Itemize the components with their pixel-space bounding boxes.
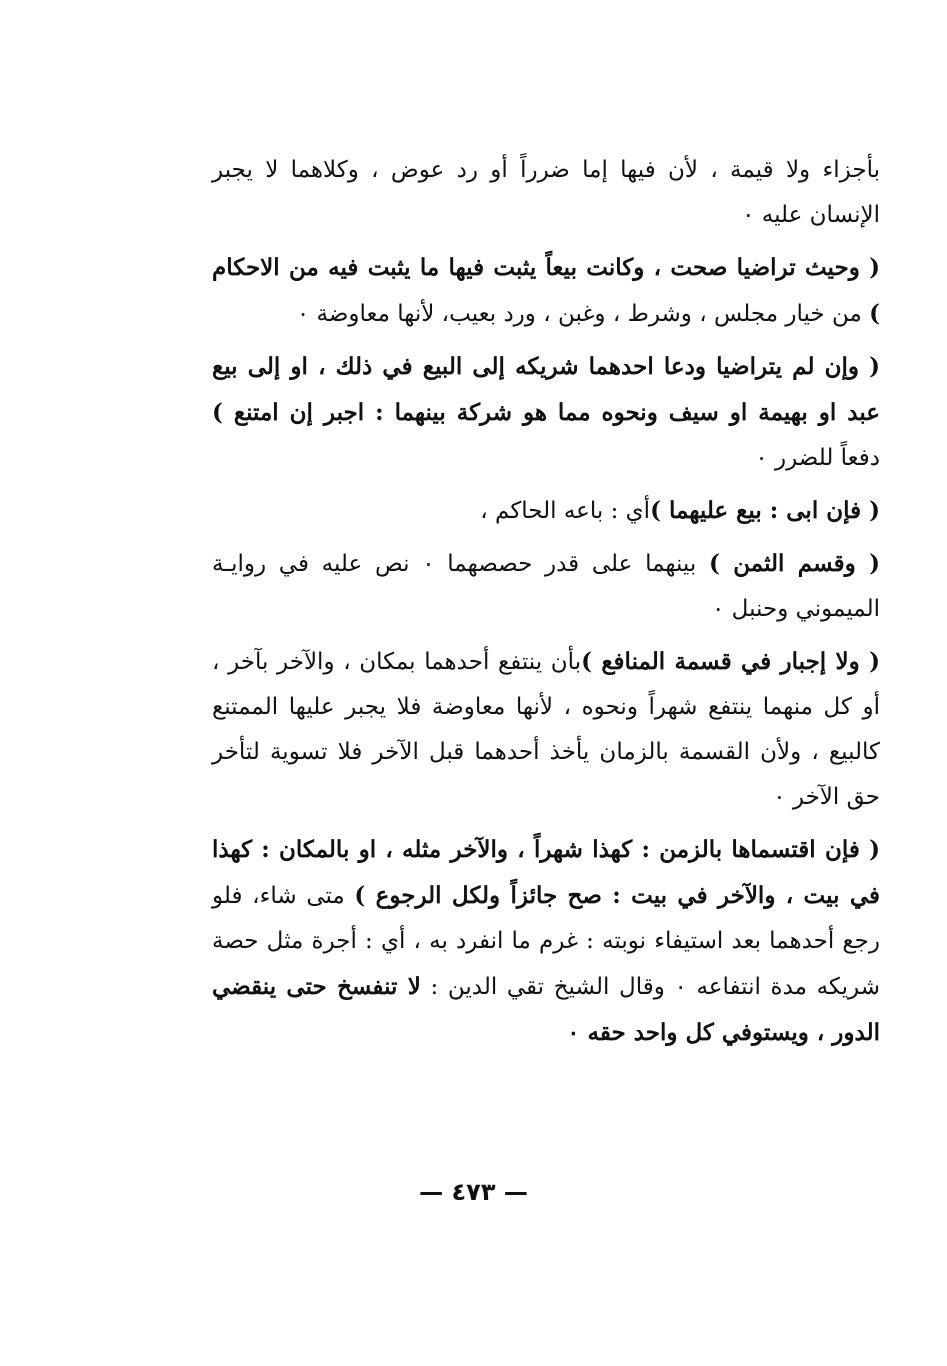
text-segment: متى شاء، فلو رجع أحدهما بعد استيفاء نوبته : غرم ما انفرد به ، أي : أجرة مثل حصة شريكه مدة انتفاعه ٠ وقال الشيخ تقي الدين : [212, 883, 880, 1000]
text-segment-bold: ( فإن اقتسماها بالزمن : كهذا شهراً ، والآخر مثله ، او بالمكان : كهذا في بيت ، والآخر في بيت : صح جائزاً ولكل الرجوع ) [212, 836, 880, 909]
body-text [212, 148, 880, 1063]
text-segment-bold: ( فإن ابى : بيع عليهما ) [650, 497, 880, 524]
text-segment: من خيار مجلس ، وشرط ، وغبن ، ورد بعيب، لأنها معاوضة ٠ [296, 301, 870, 327]
text-segment-bold: ( وإن لم يتراضيا ودعا احدهما شريكه إلى البيع في ذلك ، او إلى بيع عبد او بهيمة او سيف ونحوه مما هو شركة بينهما : اجبر إن امتنع ) [212, 353, 880, 426]
paragraph-2 [212, 245, 880, 337]
paragraph-6 [212, 639, 880, 820]
paragraph-3 [212, 344, 880, 481]
text-segment: بأجزاء ولا قيمة ، لأن فيها إما ضرراً أو رد عوض ، وكلاهما لا يجبر الإنسان عليه ٠ [212, 157, 880, 228]
text-segment-bold: ( وقسم الثمن ) [708, 550, 881, 577]
text-segment: بأن ينتفع أحدهما بمكان ، والآخر بآخر ، أو كل منهما ينتفع شهراً ونحوه ، لأنها معاوضة فلا يجبر عليها الممتنع كالبيع ، ولأن القسمة بالزمان يأخذ أحدهما قبل الآخر فلا تسوية لتأخر حق الآخر ٠ [212, 649, 880, 810]
text-segment-bold: ( وحيث تراضيا صحت ، وكانت بيعاً يثبت فيها ما يثبت فيه من الاحكام ) [212, 254, 880, 327]
paragraph-4 [212, 488, 880, 534]
text-segment-bold: ( ولا إجبار في قسمة المنافع ) [581, 648, 880, 675]
paragraph-1 [212, 148, 880, 238]
text-segment: دفعاً للضرر ٠ [755, 445, 880, 471]
paragraph-5 [212, 541, 880, 632]
page-number: — ٤٧٣ — [419, 1178, 528, 1206]
text-segment: بينهما على قدر حصصهما ٠ نص عليه في روايـة الميموني وحنبل ٠ [212, 551, 880, 622]
text-segment: أي : باعه الحاكم ، [480, 498, 651, 524]
paragraph-7 [212, 827, 880, 1056]
text-segment-bold: لا تنفسخ حتى ينقضي الدور ، ويستوفي كل واحد حقه ٠ [212, 973, 880, 1046]
